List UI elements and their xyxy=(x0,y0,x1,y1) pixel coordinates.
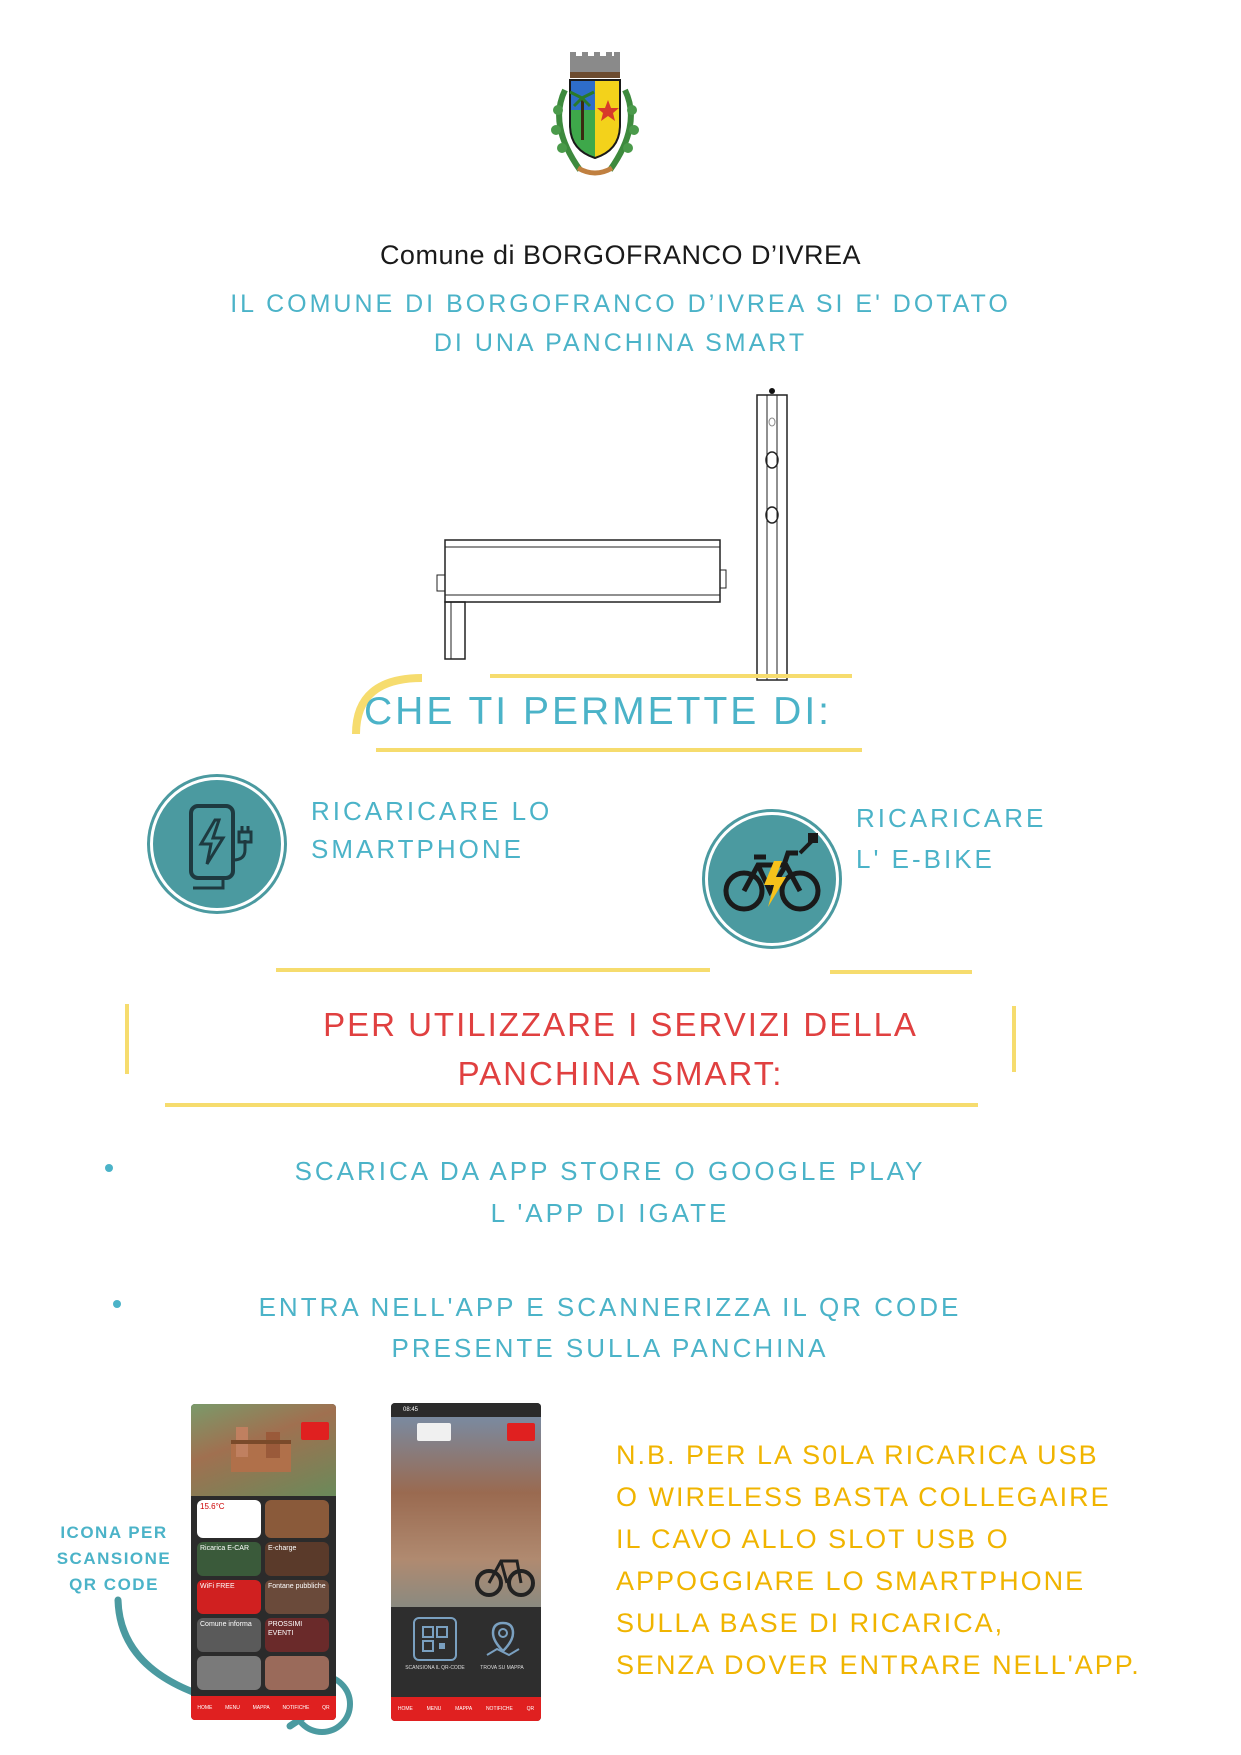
note-line-4: APPOGGIARE LO SMARTPHONE xyxy=(616,1566,1086,1596)
note-line-5: SULLA BASE DI RICARICA, xyxy=(616,1608,1005,1638)
tile-wifi-label: WiFi FREE xyxy=(200,1583,235,1590)
nav-home[interactable]: HOME xyxy=(397,1706,413,1712)
nav-notifiche[interactable]: NOTIFICHE xyxy=(282,1705,310,1711)
announcement-line-1: IL COMUNE DI BORGOFRANCO D’IVREA SI E' DOTATO xyxy=(230,290,1011,318)
tile-echarge-label: E-charge xyxy=(268,1545,297,1552)
tile-fontane-label: Fontane pubbliche xyxy=(268,1583,326,1590)
bottom-nav-left xyxy=(191,1696,336,1720)
step-1-line-2: L 'APP DI IGATE xyxy=(490,1198,730,1228)
tile-photo-1[interactable] xyxy=(265,1500,329,1538)
step-2-line-1: ENTRA NELL'APP E SCANNERIZZA IL QR CODE xyxy=(258,1292,962,1322)
qr-scan-icon xyxy=(415,1619,455,1659)
map-label: TROVA SU MAPPA xyxy=(480,1665,524,1671)
weather-value: 15.6°C xyxy=(200,1502,225,1511)
municipality-title: Comune di BORGOFRANCO D’IVREA xyxy=(379,240,862,270)
smart-bench-illustration xyxy=(420,385,800,685)
tile-echarge[interactable] xyxy=(265,1542,329,1576)
note-line-2: O WIRELESS BASTA COLLEGAIRE xyxy=(616,1482,1111,1512)
tile-bottom-2[interactable] xyxy=(265,1656,329,1690)
decor-line-top xyxy=(490,674,852,678)
note-line-3: IL CAVO ALLO SLOT USB O xyxy=(616,1524,1010,1554)
scan-qr-label: SCANSIONA IL QR-CODE xyxy=(405,1665,465,1671)
nav-menu[interactable]: MENU xyxy=(225,1705,240,1711)
app-screenshot-scan xyxy=(391,1403,541,1721)
nav-mappa[interactable]: MAPPA xyxy=(455,1706,473,1712)
feature-2-line-2: L' E-BIKE xyxy=(856,844,995,874)
nav-mappa[interactable]: MAPPA xyxy=(252,1705,270,1711)
announcement-line-2: DI UNA PANCHINA SMART xyxy=(433,329,808,357)
feature-1-line-1: RICARICARE LO xyxy=(311,796,553,826)
tile-eventi-label: PROSSIMI EVENTI xyxy=(268,1621,303,1637)
decor-line-bottom xyxy=(376,748,862,752)
nav-qr[interactable]: QR xyxy=(526,1706,535,1712)
weather-tile[interactable] xyxy=(197,1500,261,1538)
note-line-6: SENZA DOVER ENTRARE NELL'APP. xyxy=(616,1650,1141,1680)
usb-note xyxy=(616,1434,1236,1686)
ebike-charging-icon xyxy=(708,815,836,943)
map-pin-icon xyxy=(481,1617,525,1661)
nav-notifiche[interactable]: NOTIFICHE xyxy=(485,1706,513,1712)
tile-eventi[interactable] xyxy=(265,1618,329,1652)
bullet-step-2 xyxy=(113,1300,121,1308)
brand-logo-badge-right xyxy=(507,1423,535,1441)
decor-line-under-heading xyxy=(165,1103,978,1107)
bullet-step-1 xyxy=(105,1164,113,1172)
tile-fontane[interactable] xyxy=(265,1580,329,1614)
scan-qr-button[interactable] xyxy=(413,1617,457,1661)
tile-comune-informa-label: Comune informa xyxy=(200,1621,252,1628)
status-time: 08:45 xyxy=(403,1407,419,1413)
castle-drawing xyxy=(221,1422,311,1482)
coat-of-arms-logo xyxy=(540,50,650,180)
nav-menu[interactable]: MENU xyxy=(426,1706,442,1712)
tile-bottom-1[interactable] xyxy=(197,1656,261,1690)
tile-comune-informa[interactable] xyxy=(197,1618,261,1652)
decor-line-mid-2 xyxy=(830,970,972,974)
phone-charging-icon xyxy=(153,780,281,908)
nav-qr[interactable]: QR xyxy=(322,1705,330,1711)
decor-line-mid-1 xyxy=(276,968,710,972)
tile-wifi[interactable] xyxy=(197,1580,261,1614)
qr-hint-line-2: SCANSIONE xyxy=(56,1549,172,1568)
note-line-1: N.B. PER LA S0LA RICARICA USB xyxy=(616,1440,1099,1470)
step-2-line-2: PRESENTE SULLA PANCHINA xyxy=(391,1333,829,1363)
bicycle-in-photo xyxy=(475,1531,535,1601)
status-bar xyxy=(391,1403,541,1417)
app-logo-badge xyxy=(417,1423,451,1441)
brand-logo-badge xyxy=(301,1422,329,1440)
tile-ricarica-ecar-label: Ricarica E-CAR xyxy=(200,1545,250,1552)
ebike-charging-badge xyxy=(705,812,839,946)
tile-ricarica-ecar[interactable] xyxy=(197,1542,261,1576)
feature-1-line-2: SMARTPHONE xyxy=(311,834,524,864)
qr-hint-line-1: ICONA PER xyxy=(60,1523,168,1542)
phone-charging-badge xyxy=(150,777,284,911)
app-screenshot-home xyxy=(191,1404,336,1720)
qr-hint-line-3: QR CODE xyxy=(69,1575,159,1594)
features-heading: CHE TI PERMETTE DI: xyxy=(364,690,832,733)
feature-2-line-1: RICARICARE xyxy=(856,803,1047,833)
bottom-nav-right xyxy=(391,1697,541,1721)
map-button[interactable] xyxy=(481,1617,525,1661)
usage-heading-line-1: PER UTILIZZARE I SERVIZI DELLA xyxy=(323,1006,918,1043)
nav-home[interactable]: HOME xyxy=(197,1705,213,1711)
usage-heading-line-2: PANCHINA SMART: xyxy=(457,1055,784,1092)
step-1-line-1: SCARICA DA APP STORE O GOOGLE PLAY xyxy=(294,1156,926,1186)
